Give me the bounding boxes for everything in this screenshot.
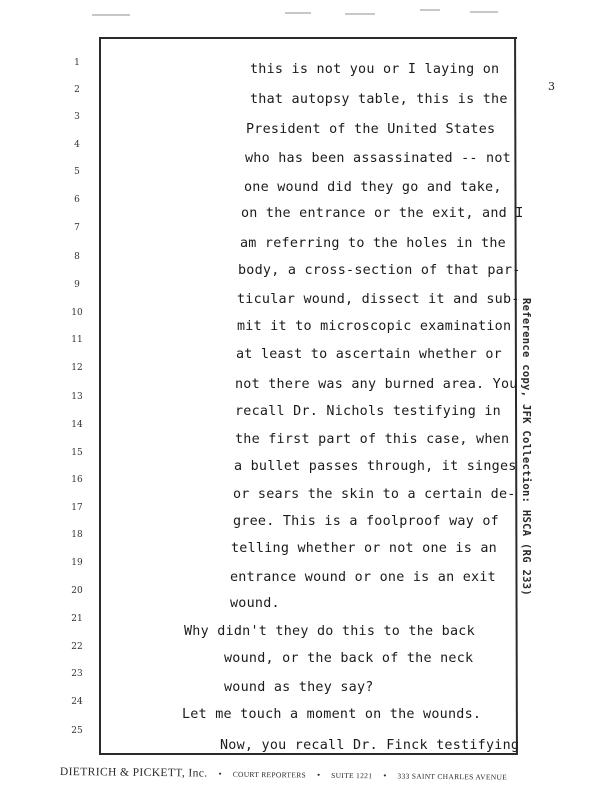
transcript-line: Let me touch a moment on the wounds. (182, 707, 482, 722)
line-number: 16 (71, 475, 83, 485)
line-number: 25 (71, 726, 83, 736)
line-number: 20 (71, 586, 83, 596)
copy-smudge (92, 14, 130, 16)
transcript-line: who has been assassinated -- not (245, 151, 511, 166)
line-number: 24 (71, 697, 83, 707)
line-number: 11 (71, 335, 83, 345)
transcript-line: telling whether or not one is an (231, 541, 497, 556)
transcript-line: that autopsy table, this is the (250, 92, 508, 107)
line-number: 17 (71, 503, 83, 513)
transcript-line: wound, or the back of the neck (224, 651, 474, 666)
transcript-line: or sears the skin to a certain de- (233, 487, 516, 502)
transcript-line: mit it to microscopic examination (237, 319, 512, 334)
line-number: 8 (74, 252, 80, 262)
line-number: 9 (74, 280, 80, 290)
transcript-line: am referring to the holes in the (240, 236, 506, 251)
line-number: 14 (71, 420, 83, 430)
line-number: 19 (71, 558, 83, 568)
transcript-line: entrance wound or one is an exit (230, 570, 496, 585)
transcript-line: President of the United States (246, 122, 496, 137)
line-number: 22 (71, 642, 83, 652)
footer-suite: SUITE 1221 (331, 770, 373, 781)
transcript-line: this is not you or I laying on (250, 62, 500, 77)
line-number: 13 (71, 392, 83, 402)
footer-separator: • (218, 768, 222, 779)
line-number: 18 (71, 530, 83, 540)
reference-copy-stamp: Reference copy, JFK Collection: HSCA (RG 233) (520, 298, 532, 596)
footer-firm: DIETRICH & PICKETT, Inc. (59, 765, 208, 780)
transcript-line: at least to ascertain whether or (236, 347, 502, 362)
transcript-line: recall Dr. Nichols testifying in (235, 404, 501, 419)
transcript-line: wound. (230, 596, 280, 611)
copy-smudge (470, 11, 498, 13)
footer-separator: • (316, 769, 321, 780)
footer (60, 762, 507, 785)
line-number: 5 (74, 167, 80, 177)
line-number: 6 (74, 195, 80, 205)
copy-smudge (285, 12, 311, 14)
transcript-line: one wound did they go and take, (244, 180, 502, 195)
page-border-left (99, 37, 101, 755)
transcript-line: the first part of this case, when (235, 432, 510, 447)
transcript-line: gree. This is a foolproof way of (233, 514, 499, 529)
footer-separator: • (383, 770, 387, 781)
footer-address: 333 SAINT CHARLES AVENUE (397, 771, 508, 782)
copy-smudge (420, 9, 440, 11)
page-border-top (100, 37, 517, 39)
transcript-line: ticular wound, dissect it and sub- (237, 292, 520, 307)
transcript-line: Why didn't they do this to the back (184, 624, 475, 639)
line-number: 15 (71, 448, 83, 458)
line-number: 2 (74, 85, 80, 95)
page-border-right (514, 37, 518, 755)
line-number: 7 (74, 223, 80, 233)
transcript-line: wound as they say? (224, 680, 374, 695)
line-number: 1 (74, 58, 80, 68)
transcript-line: on the entrance or the exit, and I (241, 206, 524, 221)
transcript-line: a bullet passes through, it singes (234, 459, 517, 474)
line-number: 10 (71, 308, 83, 318)
line-number: 12 (71, 363, 83, 373)
footer-court-reporters: COURT REPORTERS (232, 769, 307, 780)
line-number: 4 (74, 140, 80, 150)
transcript-line: body, a cross-section of that par- (238, 263, 521, 278)
page-number: 3 (548, 80, 555, 93)
copy-smudge (345, 13, 375, 15)
transcript-line: not there was any burned area. You (235, 377, 518, 392)
page-border-bottom (100, 753, 517, 755)
transcript-line: Now, you recall Dr. Finck testifying (220, 738, 520, 753)
line-number: 23 (71, 669, 83, 679)
line-number: 3 (74, 112, 80, 122)
line-number: 21 (71, 614, 83, 624)
